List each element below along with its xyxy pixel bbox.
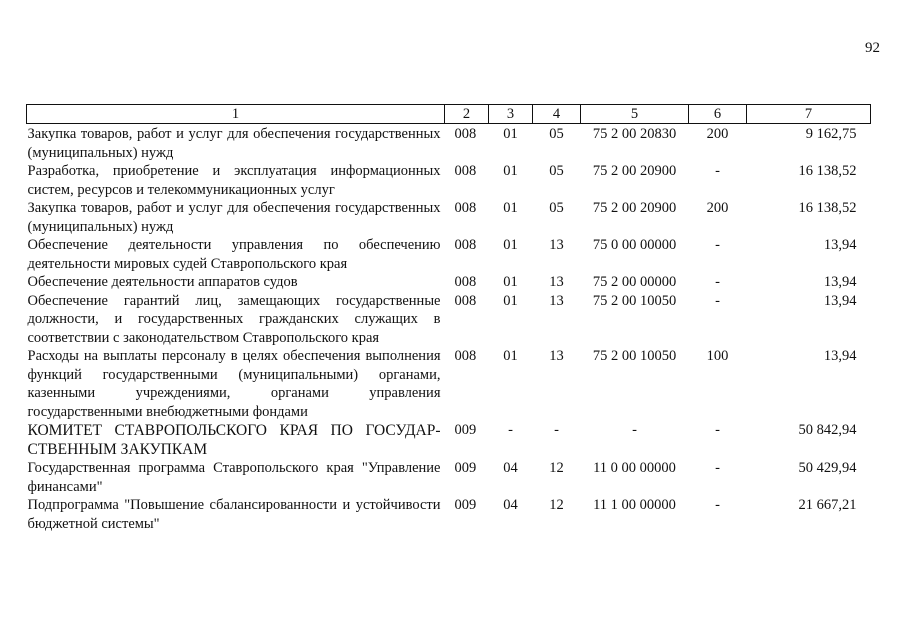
row-name: Расходы на выплаты персоналу в целях обеспечения выполнения функций государственными (муниципальными) органами, казенными учреждениями, органами управления государственными внебюджетными фондами: [27, 348, 441, 420]
row-section: -: [508, 422, 513, 438]
row-subsection: 05: [549, 126, 564, 142]
row-expense-type: 200: [706, 126, 729, 142]
row-ministry-code: 008: [454, 126, 477, 142]
row-ministry-code: 009: [454, 460, 477, 476]
row-name: Обеспечение деятельности управления по обеспечению деятельности мировых судей Ставропольского края: [27, 237, 441, 272]
table-row: [27, 459, 871, 496]
header-col-2: 2: [445, 105, 489, 124]
row-subsection: 13: [549, 348, 564, 364]
header-row: [27, 105, 871, 124]
header-col-6: 6: [689, 105, 747, 124]
row-expense-type: -: [715, 497, 720, 513]
row-amount: 13,94: [823, 237, 857, 253]
table-row: [27, 347, 871, 421]
row-target-article: 75 2 00 10050: [592, 292, 677, 309]
row-subsection: 13: [549, 274, 564, 290]
row-ministry-code: 008: [454, 237, 477, 253]
row-amount: 50 842,94: [798, 422, 857, 438]
row-ministry-code: 008: [454, 163, 477, 179]
header-col-4: 4: [533, 105, 581, 124]
row-subsection: 13: [549, 292, 564, 309]
row-subsection: 13: [549, 237, 564, 253]
row-name: Государственная программа Ставропольского края "Управление финансами": [27, 460, 441, 495]
row-target-article: -: [632, 422, 637, 438]
row-section: 01: [503, 348, 518, 364]
table-row: [27, 421, 871, 459]
row-section: 01: [503, 237, 518, 253]
row-amount: 9 162,75: [805, 126, 857, 142]
row-section: 01: [503, 126, 518, 142]
row-section: 01: [503, 292, 518, 309]
row-expense-type: -: [715, 460, 720, 476]
table-row: [27, 162, 871, 199]
row-ministry-code: 008: [454, 200, 477, 216]
table-row: [27, 124, 871, 163]
row-target-article: 75 0 00 00000: [592, 237, 677, 253]
table-body: [27, 124, 871, 534]
row-target-article: 75 2 00 10050: [592, 348, 677, 364]
row-name: Обеспечение деятельности аппаратов судов: [27, 274, 298, 290]
header-col-7: 7: [747, 105, 871, 124]
row-target-article: 75 2 00 20830: [592, 126, 677, 142]
row-amount: 50 429,94: [798, 460, 857, 476]
row-expense-type: 200: [706, 200, 729, 216]
table-row: [27, 236, 871, 273]
table-header: [27, 105, 871, 124]
row-target-article: 75 2 00 20900: [592, 200, 677, 216]
header-col-1: 1: [27, 105, 445, 124]
row-name: Подпрограмма "Повышение сбалансированности и устойчивости бюджетной системы": [27, 497, 441, 532]
row-section: 01: [503, 200, 518, 216]
row-name: Разработка, приобретение и эксплуатация информационных систем, ресурсов и телекоммуникационных услуг: [27, 163, 441, 198]
row-amount: 16 138,52: [798, 200, 857, 216]
table-row: [27, 292, 871, 348]
row-ministry-code: 008: [454, 292, 477, 309]
row-target-article: 11 0 00 00000: [593, 460, 676, 476]
row-target-article: 11 1 00 00000: [593, 497, 676, 513]
row-amount: 13,94: [823, 274, 857, 290]
table-row: [27, 199, 871, 236]
table-row: [27, 273, 871, 292]
row-subsection: -: [554, 422, 559, 438]
row-expense-type: -: [715, 292, 720, 309]
row-subsection: 12: [549, 497, 564, 513]
row-expense-type: 100: [706, 348, 729, 364]
row-ministry-code: 008: [454, 348, 477, 364]
row-ministry-code: 009: [454, 422, 477, 438]
row-section: 01: [503, 274, 518, 290]
row-subsection: 05: [549, 163, 564, 179]
page-number: 92: [865, 40, 880, 56]
row-subsection: 12: [549, 460, 564, 476]
row-expense-type: -: [715, 422, 720, 438]
row-expense-type: -: [715, 163, 720, 179]
row-ministry-code: 008: [454, 274, 477, 290]
header-col-5: 5: [581, 105, 689, 124]
row-name: КОМИТЕТ СТАВРОПОЛЬСКОГО КРАЯ ПО ГОСУДАР-СТВЕННЫМ ЗАКУПКАМ: [27, 422, 441, 458]
row-name: Закупка товаров, работ и услуг для обеспечения государственных (муниципальных) нужд: [27, 200, 441, 235]
row-expense-type: -: [715, 274, 720, 290]
budget-table: [26, 104, 871, 533]
row-expense-type: -: [715, 237, 720, 253]
row-amount: 13,94: [823, 292, 857, 309]
row-target-article: 75 2 00 20900: [592, 163, 677, 179]
row-target-article: 75 2 00 00000: [592, 274, 677, 290]
row-name: Закупка товаров, работ и услуг для обеспечения государственных (муниципальных) нужд: [27, 126, 441, 161]
row-amount: 16 138,52: [798, 163, 857, 179]
header-col-3: 3: [489, 105, 533, 124]
row-subsection: 05: [549, 200, 564, 216]
row-section: 04: [503, 497, 518, 513]
row-name: Обеспечение гарантий лиц, замещающих государственные должности, и государственных гражданских служащих в соответствии с законодательством Ставропольского края: [27, 292, 441, 346]
row-section: 01: [503, 163, 518, 179]
row-amount: 13,94: [823, 348, 857, 364]
row-section: 04: [503, 460, 518, 476]
row-ministry-code: 009: [454, 497, 477, 513]
table-row: [27, 496, 871, 533]
row-amount: 21 667,21: [798, 497, 857, 513]
